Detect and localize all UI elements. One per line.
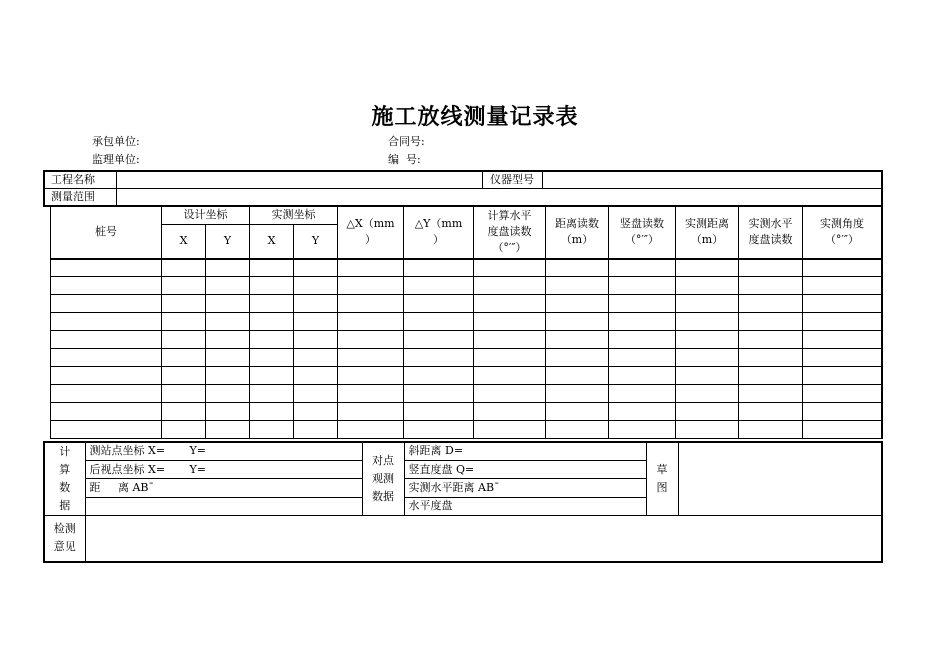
sketch-area[interactable] xyxy=(678,442,882,516)
distance-ab-field[interactable]: 距 离 AB¯ xyxy=(85,479,362,497)
data-cell[interactable] xyxy=(739,313,803,331)
project-info-table xyxy=(43,170,883,207)
sketch-label: 草 图 xyxy=(646,442,678,516)
data-cell[interactable] xyxy=(739,259,803,277)
data-cell[interactable] xyxy=(609,277,676,295)
data-cell[interactable] xyxy=(404,349,474,367)
vertical-circle-field[interactable]: 竖直度盘 Q= xyxy=(404,460,646,478)
data-cell[interactable] xyxy=(546,385,609,403)
survey-range-value[interactable] xyxy=(116,188,882,205)
measurement-table xyxy=(50,205,883,439)
data-cell[interactable] xyxy=(803,313,883,331)
data-cell[interactable] xyxy=(250,403,294,421)
data-cell[interactable] xyxy=(546,331,609,349)
actual-coord-header: 实测坐标 xyxy=(250,206,338,225)
data-cell[interactable] xyxy=(739,295,803,313)
inspection-value[interactable] xyxy=(85,516,882,562)
data-cell[interactable] xyxy=(294,259,338,277)
data-cell[interactable] xyxy=(546,259,609,277)
data-cell[interactable] xyxy=(51,295,162,313)
data-cell[interactable] xyxy=(206,295,250,313)
data-cell[interactable] xyxy=(474,367,546,385)
data-cell[interactable] xyxy=(474,259,546,277)
data-cell[interactable] xyxy=(162,295,206,313)
survey-range-label: 测量范围 xyxy=(44,188,116,205)
data-cell[interactable] xyxy=(250,313,294,331)
data-cell[interactable] xyxy=(338,403,404,421)
data-cell[interactable] xyxy=(206,313,250,331)
observe-data-label: 对点 观测 数据 xyxy=(362,442,404,516)
data-cell[interactable] xyxy=(206,385,250,403)
instrument-model-label: 仪器型号 xyxy=(482,171,542,188)
data-cell[interactable] xyxy=(162,313,206,331)
data-cell[interactable] xyxy=(338,349,404,367)
inspection-label: 检测 意见 xyxy=(44,516,85,562)
data-cell[interactable] xyxy=(206,259,250,277)
data-cell[interactable] xyxy=(803,385,883,403)
design-y-header: Y xyxy=(206,225,250,259)
delta-y-header: △Y（mm ） xyxy=(404,206,474,259)
data-cell[interactable] xyxy=(51,421,162,439)
data-cell[interactable] xyxy=(739,349,803,367)
data-cell[interactable] xyxy=(162,385,206,403)
calc-data-label: 计 算 数 据 xyxy=(44,442,85,516)
horizontal-circle-field[interactable]: 水平度盘 xyxy=(404,497,646,515)
actual-angle-header: 实测角度 （°′″） xyxy=(803,206,883,259)
table-row xyxy=(51,385,883,403)
data-cell[interactable] xyxy=(546,277,609,295)
vertical-reading-header: 竖盘读数 （°′″） xyxy=(609,206,676,259)
data-cell[interactable] xyxy=(609,313,676,331)
stake-number-header: 桩号 xyxy=(51,206,162,259)
data-cell[interactable] xyxy=(338,367,404,385)
data-cell[interactable] xyxy=(404,421,474,439)
data-cell[interactable] xyxy=(162,349,206,367)
data-cell[interactable] xyxy=(609,295,676,313)
data-cell[interactable] xyxy=(676,259,739,277)
data-cell[interactable] xyxy=(739,421,803,439)
data-cell[interactable] xyxy=(676,385,739,403)
data-cell[interactable] xyxy=(546,421,609,439)
data-cell[interactable] xyxy=(546,367,609,385)
data-cell[interactable] xyxy=(162,331,206,349)
data-cell[interactable] xyxy=(739,367,803,385)
data-cell[interactable] xyxy=(250,421,294,439)
data-cell[interactable] xyxy=(51,349,162,367)
table-row xyxy=(51,331,883,349)
table-row xyxy=(51,313,883,331)
data-cell[interactable] xyxy=(338,421,404,439)
data-cell[interactable] xyxy=(474,403,546,421)
data-cell[interactable] xyxy=(162,277,206,295)
data-cell[interactable] xyxy=(162,259,206,277)
table-row xyxy=(51,295,883,313)
data-cell[interactable] xyxy=(803,421,883,439)
page-title: 施工放线测量记录表 xyxy=(371,104,579,130)
actual-y-header: Y xyxy=(294,225,338,259)
data-cell[interactable] xyxy=(250,367,294,385)
serial-no-label: 编 号: xyxy=(388,153,421,166)
data-cell[interactable] xyxy=(250,385,294,403)
data-cell[interactable] xyxy=(676,349,739,367)
data-cell[interactable] xyxy=(206,349,250,367)
data-cell[interactable] xyxy=(676,367,739,385)
data-cell[interactable] xyxy=(609,331,676,349)
data-cell[interactable] xyxy=(609,403,676,421)
actual-x-header: X xyxy=(250,225,294,259)
data-cell[interactable] xyxy=(51,277,162,295)
data-cell[interactable] xyxy=(51,385,162,403)
data-cell[interactable] xyxy=(474,313,546,331)
data-cell[interactable] xyxy=(474,421,546,439)
data-cell[interactable] xyxy=(338,313,404,331)
data-cell[interactable] xyxy=(474,349,546,367)
data-cell[interactable] xyxy=(546,349,609,367)
data-cell[interactable] xyxy=(338,331,404,349)
table-row xyxy=(51,277,883,295)
data-cell[interactable] xyxy=(294,403,338,421)
data-cell[interactable] xyxy=(338,385,404,403)
data-cell[interactable] xyxy=(404,403,474,421)
data-cell[interactable] xyxy=(294,349,338,367)
data-cell[interactable] xyxy=(51,313,162,331)
data-cell[interactable] xyxy=(294,421,338,439)
data-cell[interactable] xyxy=(162,421,206,439)
project-name-label: 工程名称 xyxy=(44,171,116,188)
data-cell[interactable] xyxy=(676,331,739,349)
data-cell[interactable] xyxy=(294,295,338,313)
data-cell[interactable] xyxy=(206,331,250,349)
calc-horizontal-header: 计算水平 度盘读数 （°′″） xyxy=(474,206,546,259)
backsight-coord-field[interactable]: 后视点坐标 X= Y= xyxy=(85,460,362,478)
data-cell[interactable] xyxy=(404,385,474,403)
data-cell[interactable] xyxy=(739,385,803,403)
data-cell[interactable] xyxy=(250,277,294,295)
data-cell[interactable] xyxy=(51,367,162,385)
data-cell[interactable] xyxy=(294,385,338,403)
data-cell[interactable] xyxy=(609,385,676,403)
calculation-table xyxy=(43,441,883,563)
data-cell[interactable] xyxy=(404,367,474,385)
data-cell[interactable] xyxy=(609,421,676,439)
data-cell[interactable] xyxy=(294,277,338,295)
distance-reading-header: 距离读数 （m） xyxy=(546,206,609,259)
project-name-value[interactable] xyxy=(116,171,482,188)
data-cell[interactable] xyxy=(609,259,676,277)
supervisor-label: 监理单位: xyxy=(92,153,140,166)
data-cell[interactable] xyxy=(546,403,609,421)
table-row xyxy=(51,349,883,367)
data-cell[interactable] xyxy=(206,367,250,385)
measurement-rows xyxy=(51,259,883,439)
design-coord-header: 设计坐标 xyxy=(162,206,250,225)
data-cell[interactable] xyxy=(51,403,162,421)
data-cell[interactable] xyxy=(739,403,803,421)
data-cell[interactable] xyxy=(803,349,883,367)
data-cell[interactable] xyxy=(676,313,739,331)
data-cell[interactable] xyxy=(803,295,883,313)
data-cell[interactable] xyxy=(546,295,609,313)
data-cell[interactable] xyxy=(676,421,739,439)
contractor-label: 承包单位: xyxy=(92,135,140,148)
data-cell[interactable] xyxy=(162,403,206,421)
design-x-header: X xyxy=(162,225,206,259)
data-cell[interactable] xyxy=(294,313,338,331)
data-cell[interactable] xyxy=(609,367,676,385)
data-cell[interactable] xyxy=(250,331,294,349)
measured-h-distance-field[interactable]: 实测水平距离 AB¯ xyxy=(404,479,646,497)
actual-horizontal-header: 实测水平 度盘读数 xyxy=(739,206,803,259)
table-row xyxy=(51,421,883,439)
data-cell[interactable] xyxy=(803,277,883,295)
data-cell[interactable] xyxy=(206,403,250,421)
instrument-model-value[interactable] xyxy=(542,171,882,188)
data-cell[interactable] xyxy=(162,367,206,385)
data-cell[interactable] xyxy=(206,421,250,439)
data-cell[interactable] xyxy=(338,259,404,277)
data-cell[interactable] xyxy=(294,331,338,349)
data-cell[interactable] xyxy=(739,277,803,295)
data-cell[interactable] xyxy=(474,295,546,313)
contract-no-label: 合同号: xyxy=(388,135,425,148)
data-cell[interactable] xyxy=(474,331,546,349)
data-cell[interactable] xyxy=(294,367,338,385)
data-cell[interactable] xyxy=(739,331,803,349)
data-cell[interactable] xyxy=(404,295,474,313)
data-cell[interactable] xyxy=(609,349,676,367)
data-cell[interactable] xyxy=(474,385,546,403)
data-cell[interactable] xyxy=(404,313,474,331)
delta-x-header: △X（mm ） xyxy=(338,206,404,259)
table-row xyxy=(51,259,883,277)
data-cell[interactable] xyxy=(404,277,474,295)
data-cell[interactable] xyxy=(803,367,883,385)
actual-distance-header: 实测距离 （m） xyxy=(676,206,739,259)
data-cell[interactable] xyxy=(546,313,609,331)
data-cell[interactable] xyxy=(404,331,474,349)
data-cell[interactable] xyxy=(250,349,294,367)
station-coord-field[interactable]: 测站点坐标 X= Y= xyxy=(85,442,362,460)
data-cell[interactable] xyxy=(676,277,739,295)
blank-calc-cell[interactable] xyxy=(85,497,362,515)
data-cell[interactable] xyxy=(338,295,404,313)
data-cell[interactable] xyxy=(803,259,883,277)
data-cell[interactable] xyxy=(803,403,883,421)
data-cell[interactable] xyxy=(250,295,294,313)
slope-distance-field[interactable]: 斜距离 D= xyxy=(404,442,646,460)
data-cell[interactable] xyxy=(803,331,883,349)
data-cell[interactable] xyxy=(676,403,739,421)
data-cell[interactable] xyxy=(338,277,404,295)
data-cell[interactable] xyxy=(250,259,294,277)
data-cell[interactable] xyxy=(404,259,474,277)
data-cell[interactable] xyxy=(51,259,162,277)
data-cell[interactable] xyxy=(206,277,250,295)
table-row xyxy=(51,403,883,421)
data-cell[interactable] xyxy=(676,295,739,313)
data-cell[interactable] xyxy=(474,277,546,295)
table-row xyxy=(51,367,883,385)
data-cell[interactable] xyxy=(51,331,162,349)
